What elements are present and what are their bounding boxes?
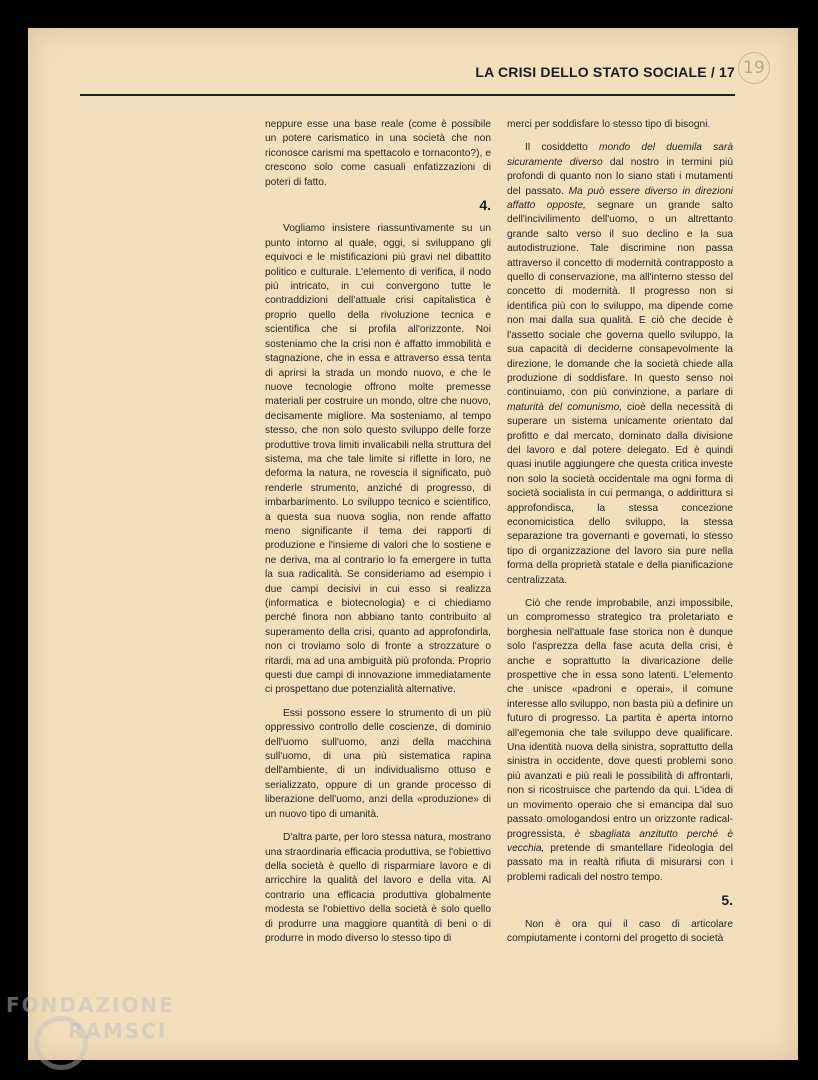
text-run: Il cosiddetto [525,142,600,154]
text-run: cioè della necessità di superare un sistema unicamente orientato dal profitto e dal mercato, dominato dalla divisione del lavoro e dal potere delegato. Ed è quindi quasi inutile aggiungere che questa critica investe non solo la società occidentale ma ogni forma di società socialista in cui permanga, o addirittura si approfondisca, la stessa concezione economicistica dello sviluppo, la stessa separazione tra governanti e governati, lo stesso tipo di organizzazione del lavoro sia pure nella forma della proprietà statale e della pianificazione centralizzata. [507,401,733,586]
paragraph: neppure esse una base reale (come è possibile un potere carismatico in una società che non riconosce carismi ma spettacolo e tornaconto?), e crescono solo come casuali enfatizzazioni di poteri di fatto. [265,119,491,188]
right-column [507,118,733,946]
watermark [6,993,175,1043]
italic-run: è sbagliata anzitutto perché è vecchia, [507,828,733,854]
section-number: 5. [721,892,733,909]
paragraph: D'altra parte, per loro stessa natura, mostrano una straordinaria efficacia produttiva, se l'obiettivo della società è quello di risparmiare lavoro e di arricchire la qualità del lavoro e della vita. Al contrario una efficacia produttiva globalmente modesta se l'obiettivo della società è solo quello di produrre una maggiore quantità di beni o di produrre in modo diverso lo stesso tipo di [265,832,491,944]
watermark-line: RAMSCI [68,1019,168,1043]
text-run: dal nostro in termini più profondi di quanto non lo siano stati i mutamenti del passato. [507,156,733,197]
paragraph [507,597,733,885]
text-run: pretende di smantellare l'ideologia del passato ma in realtà rifiuta di misurarsi con i problemi radicali del nostro tempo. [507,842,733,883]
paragraph: Vogliamo insistere riassuntivamente su un punto intorno al quale, oggi, si sviluppano gli equivoci e le mistificazioni più gravi nel dibattito politico e culturale. L'elemento di verifica, il nodo più intricato, in cui convergono tutte le contraddizioni dell'attuale crisi capitalistica è proprio quello della rivoluzione tecnica e scientifica che si profila all'orizzonte. Noi sosteniamo che la crisi non è affatto immobilità e stagnazione, che in essa e attraverso essa tenta di aprirsi la strada un mondo nuovo, e che le nuove tecnologie offrono molte premesse materiali per costruire un mondo, oltre che nuovo, decisamente migliore. Ma sosteniamo, al tempo stesso, che non solo questo sviluppo delle forze produttive trova limiti invalicabili nella struttura del sistema, ma che tale limite si riflette in loro, ne deforma la natura, ne rovescia il significato, può renderle strumento, anziché di progresso, di imbarbarimento. Lo sviluppo tecnico e scientifico, a questa sua nuova soglia, non rende affatto meno significante il tema dei rapporti di produzione e l'insieme di valori che lo sostiene e ne deriva, ma al contrario lo fa emergere in tutta la sua radicalità. Se consideriamo ad esempio i due campi decisivi in cui esso si realizza (informatica e biotecnologia) e ci chiediamo perché finora non abbiano tanto contribuito al superamento della crisi, quanto ad approfondirla, non ci troviamo solo di fronte a strozzature o ritardi, ma ad una ambiguità più profonda. Proprio questi due campi di innovazione immediatamente ci prospettano due potenzialità alternative. [265,223,491,696]
italic-run: mondo del duemila sarà sicuramente diverso [507,142,733,168]
italic-run: Ma può essere diverso in direzioni affatto opposte, [507,185,733,212]
italic-run: maturità del comunismo, [507,401,623,413]
running-header [80,60,735,96]
watermark-line: FONDAZIONE [6,993,175,1017]
header-title: LA CRISI DELLO STATO SOCIALE / 17 [475,64,735,80]
section-number: 4. [479,197,491,214]
handwritten-page-number: 19 [738,52,770,84]
paragraph: merci per soddisfare lo stesso tipo di bisogni. [507,119,711,130]
paragraph: Essi possono essere lo strumento di un più oppressivo controllo delle coscienze, di dominio dell'uomo sull'uomo, anzi della macchina sull'uomo, di una più sistematica rapina dell'ambiente, di un individualismo ottuso e serializzato, oppure di un grande processo di liberazione dell'uomo, anzi della «produzione» di un nuovo tipo di umanità. [265,707,491,820]
text-run: segnare un grande salto dell'incivilimento dell'uomo, o un altrettanto grande salto verso il suo declino e la sua autodistruzione. Tale discrimine non passa attraverso il concetto di modernità contrapposto a quello di conservazione, ma all'interno stesso del concetto di modernità. Il progresso non si identifica più con lo sviluppo, ma dipende come non mai dalla sua qualità. E ciò che decide è l'assetto sociale che governa quello sviluppo, la sua capacità di deciderne consapevolmente la direzione, le domande che la società chiede alla produzione di soddisfare. In questo senso noi continuiamo, con più convinzione, a parlare di [507,200,733,399]
text-run: Ciò che rende improbabile, anzi impossibile, un compromesso strategico tra proletariato e borghesia nell'attuale fase storica non è dunque solo l'asprezza della fase acuta della crisi, è anche e soprattutto la divaricazione delle prospettive che in essa sono latenti. L'elemento che unisce «padroni e operai», il comune interesse allo sviluppo, non basta più a definire un futuro di progresso. La partita è aperta intorno all'egemonia che tale sviluppo deve qualificare. Una identità nuova della sinistra, soprattutto della sinistra in occidente, dove questi problemi sono più avanzati e più reali le possibilità di affrontarli, non si ricostruisce che partendo da qui. L'idea di un movimento operaio che si emancipa dal suo passato omologandosi entro un orizzonte radical-progressista, [507,598,733,840]
left-column [265,118,491,946]
paragraph: Non è ora qui il caso di articolare compiutamente i contorni del progetto di società [507,918,733,944]
paragraph [507,141,733,588]
